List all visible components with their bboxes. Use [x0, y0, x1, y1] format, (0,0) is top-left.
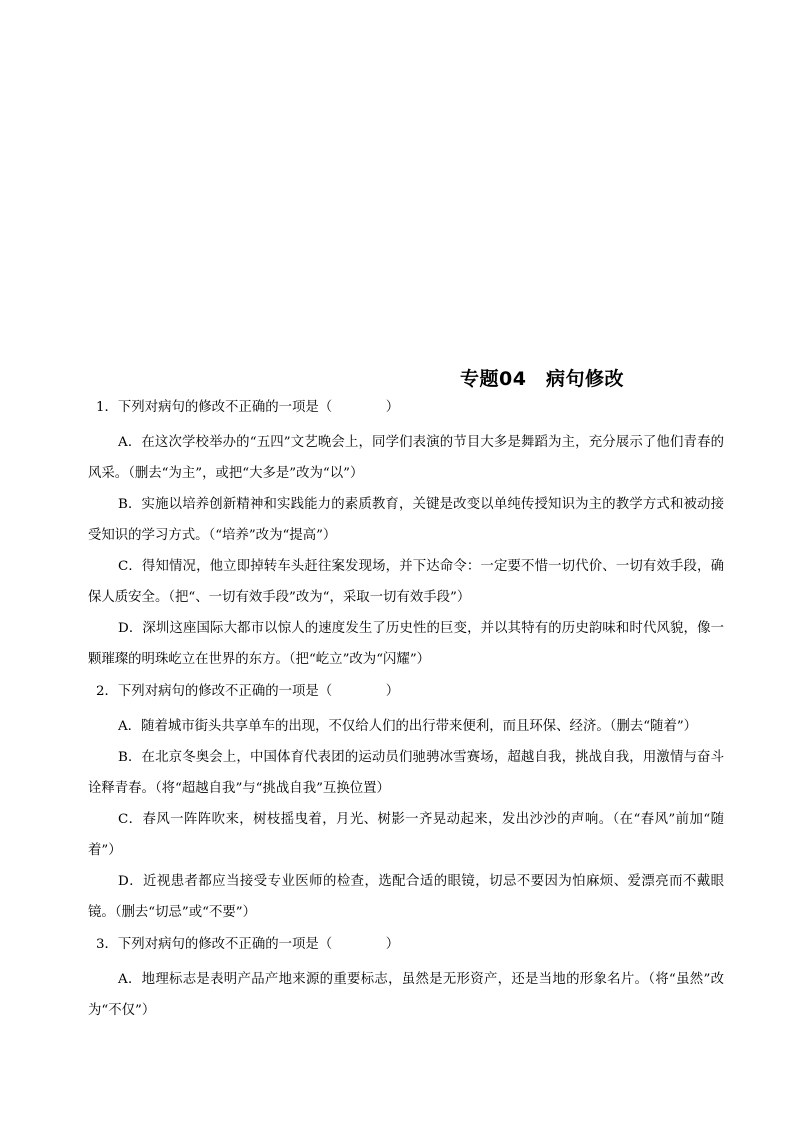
- page-title: 专题04 病句修改: [460, 368, 624, 390]
- question-stem: 2．下列对病句的修改不正确的一项是（ ）: [96, 684, 400, 699]
- option-c: C．得知情况，他立即掉转车头赶往案发现场，并下达命令：一定要不惜一切代价、一切有效手段，确保人质安全。（把“、一切有效手段”改为“，采取一切有效手段”）: [88, 559, 724, 605]
- option-b: B．实施以培养创新精神和实践能力的素质教育，关键是改变以单纯传授知识为主的教学方式和被动接受知识的学习方式。（“培养”改为“提高”）: [88, 497, 724, 543]
- question-1: [88, 397, 724, 675]
- option-a: A．随着城市街头共享单车的出现，不仅给人们的出行带来便利，而且环保、经济。（删去“随着”）: [118, 719, 698, 734]
- question-stem: 3．下列对病句的修改不正确的一项是（ ）: [96, 937, 400, 952]
- question-2: [88, 681, 724, 928]
- option-d: D．近视患者都应当接受专业医师的检查，选配合适的眼镜，切忌不要因为怕麻烦、爱漂亮而不戴眼镜。（删去“切忌”或“不要”）: [88, 874, 724, 920]
- option-b: B．在北京冬奥会上，中国体育代表团的运动员们驰骋冰雪赛场，超越自我，挑战自我，用激情与奋斗诠释青春。（将“超越自我”与“挑战自我”互换位置）: [88, 750, 724, 796]
- question-3: [88, 934, 724, 1026]
- option-a: A．在这次学校举办的“五四”文艺晚会上，同学们表演的节目大多是舞蹈为主，充分展示了他们青春的风采。（删去“为主”，或把“大多是”改为“以”）: [88, 435, 724, 481]
- option-d: D．深圳这座国际大都市以惊人的速度发生了历史性的巨变，并以其特有的历史韵味和时代风貌，像一颗璀璨的明珠屹立在世界的东方。（把“屹立”改为“闪耀”）: [88, 621, 724, 667]
- question-stem: 1．下列对病句的修改不正确的一项是（ ）: [96, 400, 400, 415]
- question-list: [88, 397, 724, 1026]
- option-c: C．春风一阵阵吹来，树枝摇曳着，月光、树影一齐晃动起来，发出沙沙的声响。（在“春风”前加“随着”）: [88, 812, 724, 858]
- option-a: A．地理标志是表明产品产地来源的重要标志，虽然是无形资产，还是当地的形象名片。（将“虽然”改为“不仅”）: [88, 972, 724, 1018]
